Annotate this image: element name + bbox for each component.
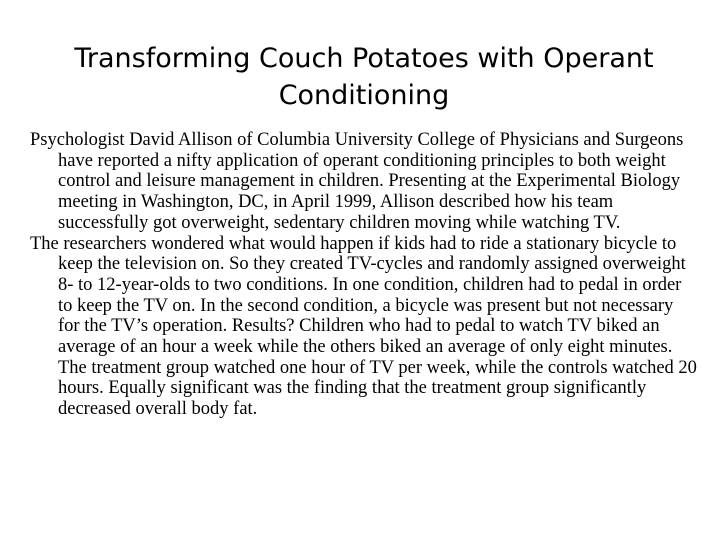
paragraph-allison-report: Psychologist David Allison of Columbia University College of Physicians and Surgeons have reported a nifty application of operant conditioning principles to both weight control and leisure management in children. Presenting at the Experimental Biology meeting in Washington, DC, in April 1999, Allison described how his team successfully got overweight, sedentary children moving while watching TV. (30, 130, 684, 233)
paragraph-tv-cycle-study: The researchers wondered what would happen if kids had to ride a stationary bicycle to keep the television on. So they created TV-cycles and randomly assigned overweight 8- to 12-year-olds to two conditions. In one condition, children had to pedal in order to keep the TV on. In the second condition, a bicycle was present but not necessary for the TV’s operation. Results? Children who had to pedal to watch TV biked an average of an hour a week while the others biked an average of only eight minutes. The treatment group watched one hour of TV per week, while the controls watched 20 hours. Equally significant was the finding that the treatment group significantly decreased overall body fat. (30, 233, 697, 420)
slide-body (30, 130, 698, 420)
slide-title: Transforming Couch Potatoes with Operant Conditioning (74, 43, 654, 111)
